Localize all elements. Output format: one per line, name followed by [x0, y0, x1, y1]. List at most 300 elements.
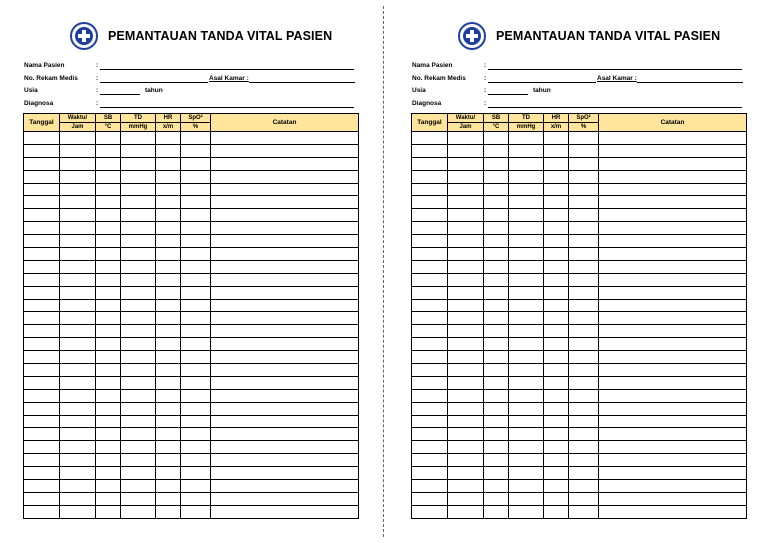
table-cell[interactable] [412, 286, 448, 299]
table-cell[interactable] [544, 312, 569, 325]
table-cell[interactable] [448, 480, 484, 493]
table-cell[interactable] [121, 286, 156, 299]
table-cell[interactable] [24, 402, 60, 415]
table-cell[interactable] [599, 248, 747, 261]
table-cell[interactable] [599, 338, 747, 351]
table-cell[interactable] [96, 364, 121, 377]
table-cell[interactable] [96, 428, 121, 441]
table-cell[interactable] [412, 364, 448, 377]
table-cell[interactable] [484, 428, 509, 441]
table-cell[interactable] [60, 286, 96, 299]
table-cell[interactable] [24, 338, 60, 351]
table-cell[interactable] [211, 467, 359, 480]
table-cell[interactable] [96, 492, 121, 505]
table-cell[interactable] [181, 144, 211, 157]
table-cell[interactable] [211, 415, 359, 428]
table-cell[interactable] [181, 389, 211, 402]
table-cell[interactable] [599, 389, 747, 402]
table-cell[interactable] [544, 454, 569, 467]
table-cell[interactable] [24, 351, 60, 364]
table-cell[interactable] [484, 325, 509, 338]
table-cell[interactable] [599, 286, 747, 299]
table-cell[interactable] [448, 351, 484, 364]
table-cell[interactable] [96, 235, 121, 248]
table-cell[interactable] [448, 376, 484, 389]
table-cell[interactable] [509, 273, 544, 286]
table-cell[interactable] [412, 415, 448, 428]
table-cell[interactable] [156, 273, 181, 286]
table-cell[interactable] [448, 235, 484, 248]
table-cell[interactable] [484, 492, 509, 505]
table-cell[interactable] [509, 209, 544, 222]
table-cell[interactable] [448, 132, 484, 145]
table-cell[interactable] [24, 286, 60, 299]
table-cell[interactable] [121, 312, 156, 325]
table-cell[interactable] [121, 389, 156, 402]
table-cell[interactable] [156, 364, 181, 377]
table-cell[interactable] [24, 157, 60, 170]
table-cell[interactable] [121, 170, 156, 183]
table-cell[interactable] [96, 441, 121, 454]
table-cell[interactable] [121, 260, 156, 273]
table-cell[interactable] [569, 209, 599, 222]
table-cell[interactable] [181, 376, 211, 389]
table-cell[interactable] [599, 454, 747, 467]
table-cell[interactable] [599, 351, 747, 364]
table-cell[interactable] [96, 325, 121, 338]
table-cell[interactable] [412, 402, 448, 415]
table-cell[interactable] [509, 235, 544, 248]
table-cell[interactable] [96, 222, 121, 235]
table-cell[interactable] [509, 467, 544, 480]
table-cell[interactable] [211, 389, 359, 402]
table-cell[interactable] [509, 299, 544, 312]
table-cell[interactable] [96, 209, 121, 222]
table-cell[interactable] [60, 467, 96, 480]
table-cell[interactable] [412, 492, 448, 505]
table-cell[interactable] [60, 183, 96, 196]
table-cell[interactable] [156, 467, 181, 480]
table-cell[interactable] [412, 312, 448, 325]
table-cell[interactable] [96, 480, 121, 493]
table-cell[interactable] [448, 467, 484, 480]
table-cell[interactable] [509, 364, 544, 377]
table-cell[interactable] [509, 325, 544, 338]
table-cell[interactable] [181, 454, 211, 467]
table-cell[interactable] [96, 248, 121, 261]
table-cell[interactable] [599, 183, 747, 196]
table-cell[interactable] [96, 170, 121, 183]
table-cell[interactable] [509, 480, 544, 493]
table-cell[interactable] [599, 235, 747, 248]
table-cell[interactable] [156, 170, 181, 183]
table-cell[interactable] [24, 364, 60, 377]
table-cell[interactable] [412, 248, 448, 261]
table-cell[interactable] [24, 505, 60, 518]
table-cell[interactable] [24, 415, 60, 428]
table-cell[interactable] [599, 467, 747, 480]
table-cell[interactable] [96, 144, 121, 157]
table-cell[interactable] [484, 505, 509, 518]
table-cell[interactable] [60, 492, 96, 505]
table-cell[interactable] [448, 196, 484, 209]
table-cell[interactable] [599, 325, 747, 338]
table-cell[interactable] [412, 260, 448, 273]
table-cell[interactable] [211, 338, 359, 351]
table-cell[interactable] [484, 351, 509, 364]
table-cell[interactable] [484, 248, 509, 261]
table-cell[interactable] [544, 209, 569, 222]
table-cell[interactable] [121, 132, 156, 145]
table-cell[interactable] [60, 273, 96, 286]
table-cell[interactable] [60, 351, 96, 364]
table-cell[interactable] [156, 144, 181, 157]
table-cell[interactable] [211, 441, 359, 454]
table-cell[interactable] [96, 415, 121, 428]
table-cell[interactable] [156, 157, 181, 170]
table-cell[interactable] [412, 144, 448, 157]
table-cell[interactable] [484, 415, 509, 428]
table-cell[interactable] [448, 286, 484, 299]
table-cell[interactable] [599, 441, 747, 454]
table-cell[interactable] [24, 260, 60, 273]
table-cell[interactable] [121, 299, 156, 312]
table-cell[interactable] [121, 325, 156, 338]
table-cell[interactable] [544, 299, 569, 312]
table-cell[interactable] [544, 196, 569, 209]
table-cell[interactable] [448, 325, 484, 338]
table-cell[interactable] [544, 286, 569, 299]
table-cell[interactable] [121, 196, 156, 209]
table-cell[interactable] [60, 441, 96, 454]
table-cell[interactable] [599, 132, 747, 145]
table-cell[interactable] [181, 273, 211, 286]
table-cell[interactable] [484, 454, 509, 467]
table-cell[interactable] [211, 325, 359, 338]
table-cell[interactable] [156, 338, 181, 351]
table-cell[interactable] [569, 389, 599, 402]
table-cell[interactable] [60, 389, 96, 402]
table-cell[interactable] [509, 222, 544, 235]
table-cell[interactable] [121, 248, 156, 261]
table-cell[interactable] [60, 260, 96, 273]
table-cell[interactable] [569, 132, 599, 145]
table-cell[interactable] [509, 132, 544, 145]
table-cell[interactable] [509, 505, 544, 518]
table-cell[interactable] [509, 286, 544, 299]
table-cell[interactable] [156, 402, 181, 415]
table-cell[interactable] [544, 351, 569, 364]
table-cell[interactable] [211, 312, 359, 325]
table-cell[interactable] [24, 325, 60, 338]
table-cell[interactable] [156, 376, 181, 389]
table-cell[interactable] [509, 144, 544, 157]
input-line[interactable] [488, 82, 596, 83]
table-cell[interactable] [544, 441, 569, 454]
table-cell[interactable] [24, 170, 60, 183]
table-cell[interactable] [448, 183, 484, 196]
table-cell[interactable] [181, 338, 211, 351]
table-cell[interactable] [599, 209, 747, 222]
table-cell[interactable] [156, 299, 181, 312]
table-cell[interactable] [211, 428, 359, 441]
table-cell[interactable] [60, 170, 96, 183]
table-cell[interactable] [412, 273, 448, 286]
table-cell[interactable] [509, 312, 544, 325]
table-cell[interactable] [96, 196, 121, 209]
table-cell[interactable] [544, 325, 569, 338]
table-cell[interactable] [211, 183, 359, 196]
table-cell[interactable] [181, 157, 211, 170]
table-cell[interactable] [448, 428, 484, 441]
table-cell[interactable] [448, 157, 484, 170]
table-cell[interactable] [448, 415, 484, 428]
input-line[interactable] [488, 107, 742, 108]
table-cell[interactable] [211, 273, 359, 286]
table-cell[interactable] [24, 183, 60, 196]
table-cell[interactable] [121, 428, 156, 441]
table-cell[interactable] [211, 351, 359, 364]
table-cell[interactable] [569, 467, 599, 480]
table-cell[interactable] [448, 273, 484, 286]
table-cell[interactable] [544, 157, 569, 170]
table-cell[interactable] [121, 441, 156, 454]
table-cell[interactable] [24, 441, 60, 454]
table-cell[interactable] [121, 492, 156, 505]
table-cell[interactable] [599, 505, 747, 518]
table-cell[interactable] [24, 248, 60, 261]
table-cell[interactable] [509, 260, 544, 273]
input-line[interactable] [637, 82, 743, 83]
table-cell[interactable] [121, 505, 156, 518]
table-cell[interactable] [156, 492, 181, 505]
table-cell[interactable] [412, 170, 448, 183]
table-cell[interactable] [569, 260, 599, 273]
table-cell[interactable] [211, 492, 359, 505]
table-cell[interactable] [96, 467, 121, 480]
table-cell[interactable] [484, 170, 509, 183]
table-cell[interactable] [599, 196, 747, 209]
table-cell[interactable] [544, 260, 569, 273]
table-cell[interactable] [448, 454, 484, 467]
table-cell[interactable] [211, 286, 359, 299]
table-cell[interactable] [509, 492, 544, 505]
table-cell[interactable] [484, 260, 509, 273]
table-cell[interactable] [448, 338, 484, 351]
table-cell[interactable] [484, 299, 509, 312]
table-cell[interactable] [96, 299, 121, 312]
table-cell[interactable] [599, 170, 747, 183]
table-cell[interactable] [156, 132, 181, 145]
table-cell[interactable] [181, 312, 211, 325]
table-cell[interactable] [211, 196, 359, 209]
table-cell[interactable] [412, 376, 448, 389]
table-cell[interactable] [60, 428, 96, 441]
table-cell[interactable] [484, 157, 509, 170]
table-cell[interactable] [181, 209, 211, 222]
table-cell[interactable] [544, 415, 569, 428]
table-cell[interactable] [509, 454, 544, 467]
table-cell[interactable] [569, 273, 599, 286]
table-cell[interactable] [60, 235, 96, 248]
table-cell[interactable] [569, 351, 599, 364]
table-cell[interactable] [484, 376, 509, 389]
table-cell[interactable] [181, 492, 211, 505]
table-cell[interactable] [24, 273, 60, 286]
table-cell[interactable] [121, 480, 156, 493]
table-cell[interactable] [60, 454, 96, 467]
table-cell[interactable] [484, 389, 509, 402]
table-cell[interactable] [121, 235, 156, 248]
table-cell[interactable] [544, 248, 569, 261]
table-cell[interactable] [60, 132, 96, 145]
table-cell[interactable] [60, 209, 96, 222]
table-cell[interactable] [509, 376, 544, 389]
table-cell[interactable] [509, 389, 544, 402]
table-cell[interactable] [599, 415, 747, 428]
table-cell[interactable] [121, 351, 156, 364]
table-cell[interactable] [181, 132, 211, 145]
table-cell[interactable] [412, 480, 448, 493]
table-cell[interactable] [60, 325, 96, 338]
table-cell[interactable] [412, 441, 448, 454]
table-cell[interactable] [412, 132, 448, 145]
table-cell[interactable] [412, 467, 448, 480]
table-cell[interactable] [509, 415, 544, 428]
table-cell[interactable] [412, 505, 448, 518]
table-cell[interactable] [599, 312, 747, 325]
table-cell[interactable] [544, 492, 569, 505]
table-cell[interactable] [211, 144, 359, 157]
table-cell[interactable] [484, 222, 509, 235]
table-cell[interactable] [544, 170, 569, 183]
table-cell[interactable] [211, 402, 359, 415]
table-cell[interactable] [156, 248, 181, 261]
table-cell[interactable] [181, 325, 211, 338]
table-cell[interactable] [484, 364, 509, 377]
table-cell[interactable] [181, 480, 211, 493]
table-cell[interactable] [181, 222, 211, 235]
table-cell[interactable] [569, 235, 599, 248]
table-cell[interactable] [509, 157, 544, 170]
table-cell[interactable] [60, 376, 96, 389]
table-cell[interactable] [24, 144, 60, 157]
table-cell[interactable] [211, 157, 359, 170]
table-cell[interactable] [121, 157, 156, 170]
table-cell[interactable] [599, 260, 747, 273]
table-cell[interactable] [181, 183, 211, 196]
table-cell[interactable] [156, 312, 181, 325]
table-cell[interactable] [121, 376, 156, 389]
table-cell[interactable] [156, 351, 181, 364]
table-cell[interactable] [60, 248, 96, 261]
table-cell[interactable] [484, 286, 509, 299]
table-cell[interactable] [569, 183, 599, 196]
table-cell[interactable] [448, 505, 484, 518]
table-cell[interactable] [156, 222, 181, 235]
table-cell[interactable] [448, 299, 484, 312]
table-cell[interactable] [448, 144, 484, 157]
table-cell[interactable] [96, 402, 121, 415]
table-cell[interactable] [544, 235, 569, 248]
table-cell[interactable] [484, 273, 509, 286]
table-cell[interactable] [484, 480, 509, 493]
table-cell[interactable] [60, 222, 96, 235]
table-cell[interactable] [412, 183, 448, 196]
table-cell[interactable] [24, 480, 60, 493]
table-cell[interactable] [211, 454, 359, 467]
table-cell[interactable] [544, 338, 569, 351]
table-cell[interactable] [211, 260, 359, 273]
table-cell[interactable] [412, 222, 448, 235]
table-cell[interactable] [60, 312, 96, 325]
table-cell[interactable] [599, 428, 747, 441]
table-cell[interactable] [484, 235, 509, 248]
table-cell[interactable] [544, 132, 569, 145]
table-cell[interactable] [599, 273, 747, 286]
input-line[interactable] [488, 94, 528, 95]
table-cell[interactable] [569, 415, 599, 428]
table-cell[interactable] [484, 402, 509, 415]
table-cell[interactable] [509, 338, 544, 351]
table-cell[interactable] [211, 170, 359, 183]
table-cell[interactable] [509, 428, 544, 441]
table-cell[interactable] [60, 144, 96, 157]
table-cell[interactable] [448, 492, 484, 505]
table-cell[interactable] [156, 196, 181, 209]
table-cell[interactable] [156, 286, 181, 299]
table-cell[interactable] [569, 338, 599, 351]
table-cell[interactable] [509, 196, 544, 209]
table-cell[interactable] [569, 454, 599, 467]
table-cell[interactable] [569, 299, 599, 312]
table-cell[interactable] [544, 144, 569, 157]
table-cell[interactable] [484, 467, 509, 480]
table-cell[interactable] [569, 286, 599, 299]
table-cell[interactable] [121, 467, 156, 480]
table-cell[interactable] [599, 144, 747, 157]
table-cell[interactable] [181, 364, 211, 377]
table-cell[interactable] [544, 402, 569, 415]
table-cell[interactable] [211, 132, 359, 145]
table-cell[interactable] [412, 428, 448, 441]
table-cell[interactable] [156, 505, 181, 518]
table-cell[interactable] [24, 454, 60, 467]
table-cell[interactable] [412, 325, 448, 338]
table-cell[interactable] [156, 325, 181, 338]
table-cell[interactable] [121, 415, 156, 428]
table-cell[interactable] [569, 505, 599, 518]
table-cell[interactable] [569, 144, 599, 157]
table-cell[interactable] [544, 480, 569, 493]
table-cell[interactable] [181, 260, 211, 273]
table-cell[interactable] [96, 260, 121, 273]
table-cell[interactable] [96, 183, 121, 196]
table-cell[interactable] [544, 505, 569, 518]
table-cell[interactable] [96, 351, 121, 364]
table-cell[interactable] [599, 492, 747, 505]
table-cell[interactable] [96, 376, 121, 389]
table-cell[interactable] [569, 428, 599, 441]
table-cell[interactable] [96, 454, 121, 467]
table-cell[interactable] [448, 364, 484, 377]
table-cell[interactable] [448, 222, 484, 235]
table-cell[interactable] [569, 248, 599, 261]
input-line[interactable] [488, 69, 742, 70]
table-cell[interactable] [484, 338, 509, 351]
table-cell[interactable] [181, 286, 211, 299]
table-cell[interactable] [156, 441, 181, 454]
